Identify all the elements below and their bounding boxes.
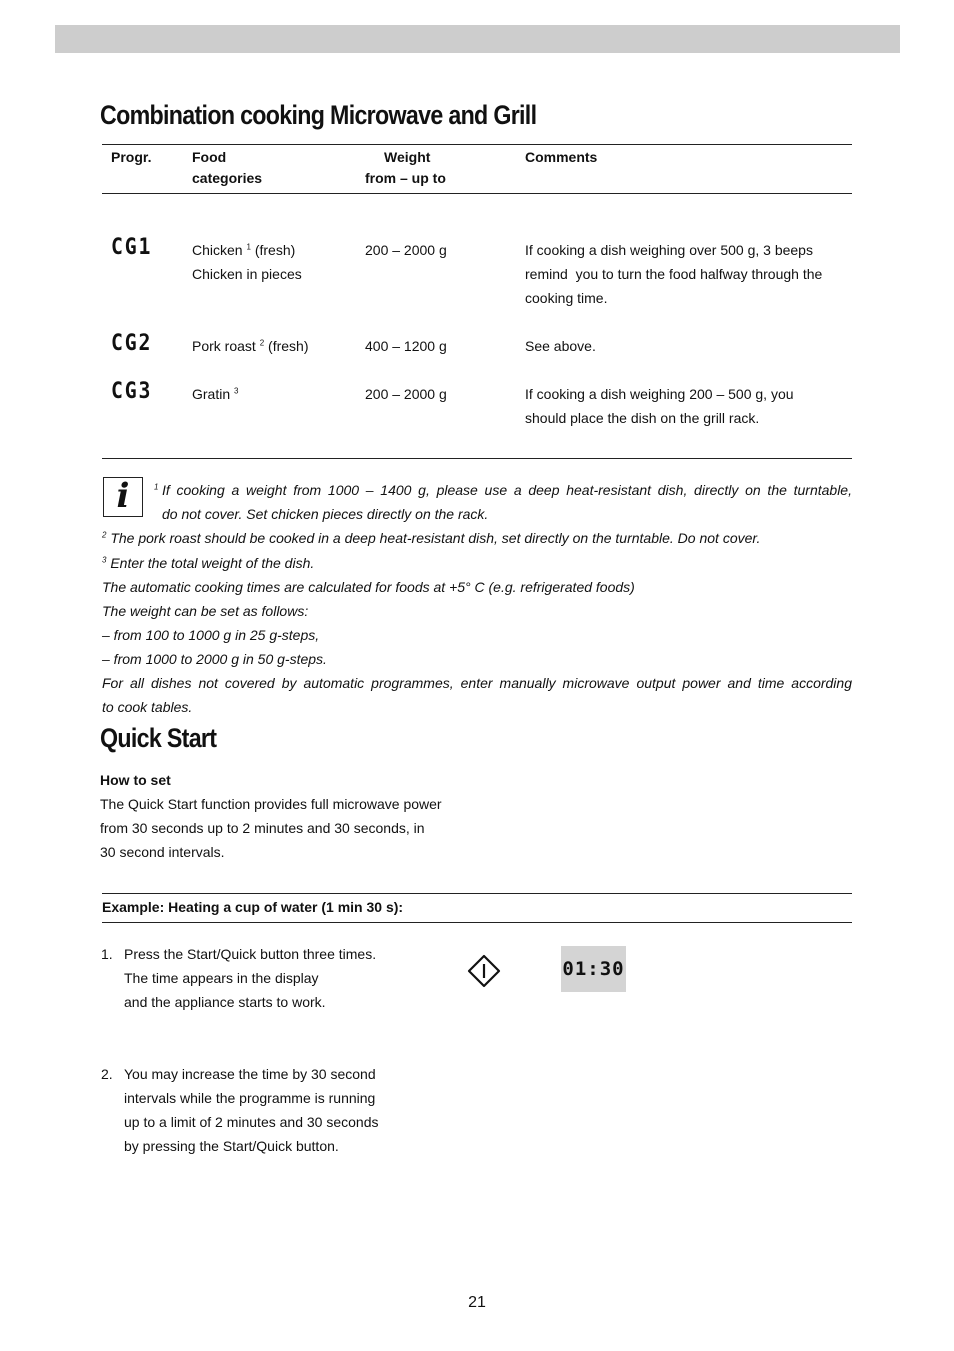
food-qualifier: (fresh) [268, 338, 309, 354]
step-number: 1. [101, 946, 113, 962]
comment-line: If cooking a dish weighing over 500 g, 3 beeps [525, 242, 813, 258]
how-to-heading: How to set [100, 772, 171, 788]
info-icon-letter: i [116, 476, 130, 516]
header-weight-line1: Weight [384, 149, 431, 165]
footnote-ref: 1 [154, 482, 159, 492]
footnote-1-line2: do not cover. Set chicken pieces directly on the rack. [162, 506, 489, 522]
table-row-food [192, 238, 295, 262]
comment-line: See above. [525, 338, 596, 354]
footnote-ref: 3 [234, 386, 239, 396]
comment-line: If cooking a dish weighing 200 – 500 g, you [525, 386, 794, 402]
note-line: For all dishes not covered by automatic programmes, enter manually microwave output power and time according [102, 675, 852, 691]
weight-range: 400 – 1200 g [365, 338, 447, 354]
description-line: from 30 seconds up to 2 minutes and 30 seconds, in [100, 820, 425, 836]
section-title-quick-start: Quick Start [100, 723, 217, 753]
example-bottom-rule [102, 922, 852, 923]
food-name: Pork roast [192, 338, 256, 354]
header-food-line1: Food [192, 149, 227, 165]
example-top-rule [102, 893, 852, 894]
program-code-cg2: CG2 [111, 331, 153, 356]
program-code-cg1: CG1 [111, 235, 153, 260]
table-row-food [192, 334, 309, 358]
footnote-ref: 2 [259, 338, 265, 348]
header-food-line2: categories [192, 170, 263, 186]
step-2-line: You may increase the time by 30 second [124, 1066, 376, 1082]
footnote-marker [154, 478, 158, 502]
note-line: The automatic cooking times are calculated for foods at +5° C (e.g. refrigerated foods) [102, 579, 635, 595]
table-header-rule [102, 193, 852, 194]
note-line: – from 100 to 1000 g in 25 g-steps, [102, 627, 320, 643]
step-2-line: by pressing the Start/Quick button. [124, 1138, 339, 1154]
header-bar [55, 25, 900, 53]
footnote-2 [102, 526, 760, 550]
header-weight-line2: from – up to [365, 170, 446, 186]
table-row-food [192, 382, 238, 406]
food-name: Gratin [192, 386, 231, 402]
footnote-ref: 3 [102, 555, 107, 565]
weight-range: 200 – 2000 g [365, 242, 447, 258]
program-code-cg3: CG3 [111, 379, 153, 404]
description-line: The Quick Start function provides full microwave power [100, 796, 442, 812]
step-number: 2. [101, 1066, 113, 1082]
comment-line: remind you to turn the food halfway through the [525, 266, 823, 282]
description-line: 30 second intervals. [100, 844, 225, 860]
table-bottom-rule [102, 458, 852, 459]
example-heading: Example: Heating a cup of water (1 min 30 s): [102, 899, 404, 915]
info-icon [103, 477, 143, 517]
header-progr: Progr. [111, 149, 152, 165]
start-quick-button-icon [467, 954, 501, 988]
step-2-line: intervals while the programme is running [124, 1090, 376, 1106]
food-name-line2: Chicken in pieces [192, 266, 302, 282]
food-qualifier: (fresh) [254, 242, 296, 258]
footnote-ref: 2 [102, 530, 107, 540]
page-number: 21 [468, 1294, 486, 1311]
footnote-3-text: Enter the total weight of the dish. [110, 555, 315, 571]
footnote-1-line1: If cooking a weight from 1000 – 1400 g, please use a deep heat-resistant dish, directly on the turntable, [162, 482, 852, 498]
note-line: to cook tables. [102, 699, 193, 715]
comment-line: should place the dish on the grill rack. [525, 410, 760, 426]
step-2-line: up to a limit of 2 minutes and 30 seconds [124, 1114, 379, 1130]
note-line: – from 1000 to 2000 g in 50 g-steps. [102, 651, 327, 667]
footnote-ref: 1 [246, 242, 251, 252]
footnote-2-text: The pork roast should be cooked in a deep heat-resistant dish, set directly on the turntable. Do not cover. [110, 530, 761, 546]
step-1-line: Press the Start/Quick button three times. [124, 946, 377, 962]
page-title: Combination cooking Microwave and Grill [100, 100, 537, 130]
footnote-3 [102, 551, 314, 575]
table-top-rule [102, 144, 852, 145]
food-name: Chicken [192, 242, 243, 258]
note-line: The weight can be set as follows: [102, 603, 309, 619]
comment-line: cooking time. [525, 290, 608, 306]
weight-range: 200 – 2000 g [365, 386, 447, 402]
step-1-line: The time appears in the display [124, 970, 319, 986]
header-comments: Comments [525, 149, 598, 165]
time-display: 01:30 [561, 946, 626, 992]
step-1-line: and the appliance starts to work. [124, 994, 326, 1010]
